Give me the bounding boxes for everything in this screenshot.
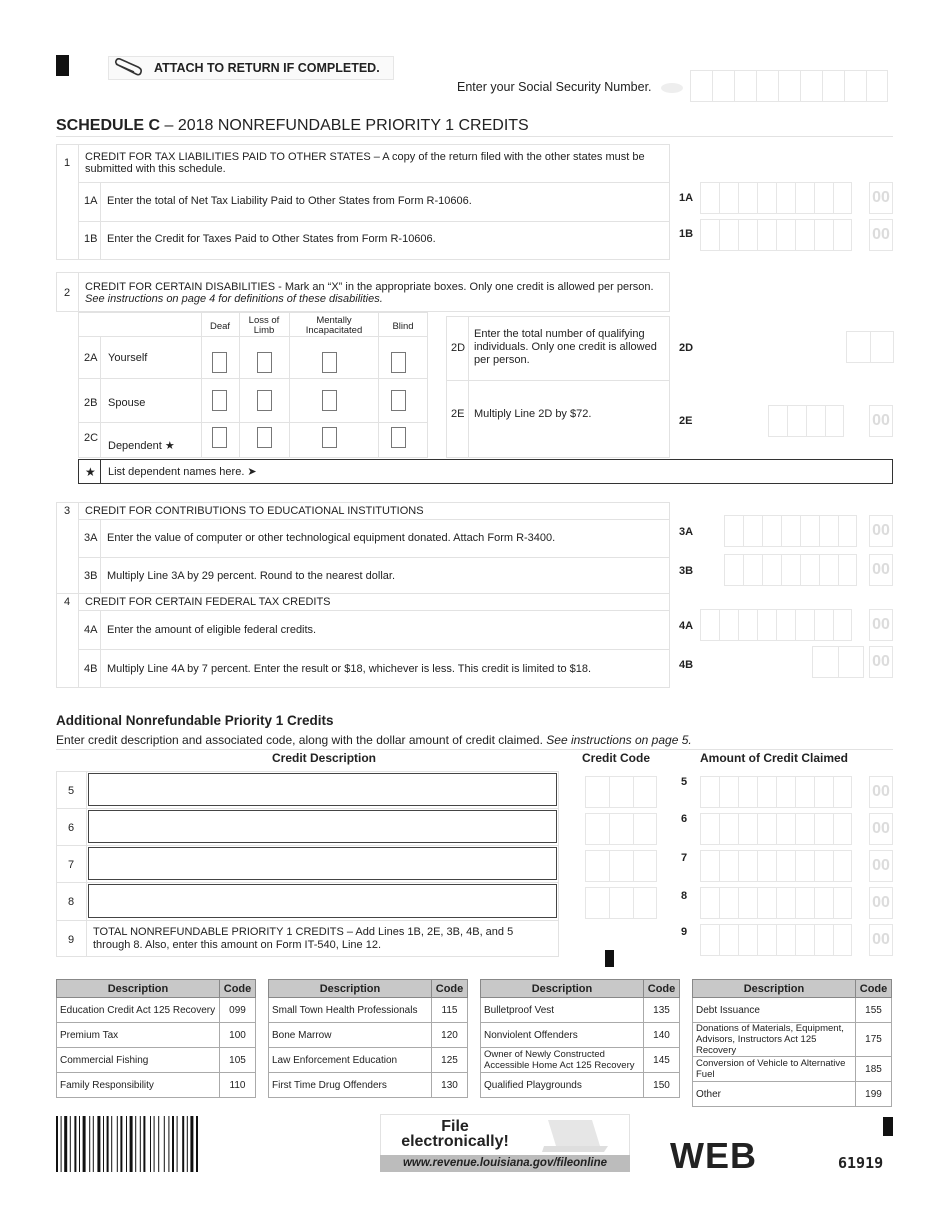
field-label-6: 6 (681, 813, 688, 825)
line2d-count-input[interactable] (846, 331, 894, 363)
description-input-7[interactable] (88, 847, 557, 880)
field-label-4a: 4A (679, 620, 694, 632)
line-code: 1A (84, 195, 98, 207)
section4-heading: CREDIT FOR CERTAIN FEDERAL TAX CREDITS (85, 596, 331, 608)
credit-code-input-5[interactable] (585, 776, 657, 808)
fileonline-url[interactable]: www.revenue.louisiana.gov/fileonline (380, 1155, 630, 1172)
field-label-2e: 2E (679, 415, 693, 427)
line-code: 2A (84, 352, 98, 364)
checkbox-2b-blind[interactable] (391, 390, 406, 411)
checkbox-2a-blind[interactable] (391, 352, 406, 373)
line-code: 2C (84, 432, 99, 444)
col-amount-claimed: Amount of Credit Claimed (700, 751, 849, 765)
col-loss-of-limb: Loss of Limb (248, 315, 280, 336)
field-label-3b: 3B (679, 565, 694, 577)
line9-text: TOTAL NONREFUNDABLE PRIORITY 1 CREDITS – Add Lines 1B, 2E, 3B, 4B, and 5 through 8. Also, enter this amount on Form IT-540, Line 12. (93, 926, 514, 951)
checkbox-2c-deaf[interactable] (212, 427, 227, 448)
line-number: 8 (68, 896, 75, 908)
line-number: 6 (68, 822, 75, 834)
table-row: Family Responsibility 110 (57, 1073, 256, 1098)
row-yourself: Yourself (108, 352, 148, 364)
line-number: 7 (68, 859, 75, 871)
form-number: 61919 (838, 1154, 884, 1172)
field-label-8: 8 (681, 890, 688, 902)
table-row: Qualified Playgrounds 150 (481, 1073, 680, 1098)
checkbox-2a-limb[interactable] (257, 352, 272, 373)
line1a-cents: 00 (869, 182, 893, 214)
line3a-text: Enter the value of computer or other technological equipment donated. Attach Form R-3400. (107, 532, 556, 544)
checkbox-2b-deaf[interactable] (212, 390, 227, 411)
line-number: 9 (68, 934, 75, 946)
credit-code-input-8[interactable] (585, 887, 657, 919)
table-row: Debt Issuance 155 (693, 998, 892, 1023)
amount-input-5[interactable] (700, 776, 852, 808)
table-row: Law Enforcement Education 125 (269, 1048, 468, 1073)
checkbox-2c-mental[interactable] (322, 427, 337, 448)
line2e-cents: 00 (869, 405, 893, 437)
table-row: Donations of Materials, Equipment, Advisors, Instructors Act 125 Recovery 175 (693, 1023, 892, 1057)
line2e-amount-input[interactable] (768, 405, 844, 437)
file-text-line1: File (441, 1118, 469, 1135)
schedule-title: SCHEDULE C – 2018 NONREFUNDABLE PRIORITY 1 CREDITS (56, 117, 529, 134)
line-code: 4A (84, 624, 98, 636)
line3b-text: Multiply Line 3A by 29 percent. Round to the nearest dollar. (107, 570, 396, 582)
checkbox-2c-limb[interactable] (257, 427, 272, 448)
field-label-7: 7 (681, 852, 688, 864)
line-code: 2E (451, 408, 465, 420)
table-row: Premium Tax 100 (57, 1023, 256, 1048)
section3-heading: CREDIT FOR CONTRIBUTIONS TO EDUCATIONAL INSTITUTIONS (85, 505, 424, 517)
laptop-icon (540, 1116, 612, 1156)
codes-table-2: Description Code Small Town Health Professionals 115 Bone Marrow 120 Law Enforcement Education 125 First Time Drug Offenders 130 (268, 979, 468, 1098)
line-code: 2B (84, 397, 98, 409)
ssn-input[interactable] (690, 70, 888, 102)
field-label-2d: 2D (679, 342, 694, 354)
amount-cents-9: 00 (869, 924, 893, 956)
dependents-text: List dependent names here. ➤ (108, 466, 257, 478)
line-code: 3A (84, 532, 98, 544)
amount-input-9[interactable] (700, 924, 852, 956)
col-blind: Blind (392, 321, 414, 332)
row-spouse: Spouse (108, 397, 146, 409)
col-deaf: Deaf (209, 321, 231, 332)
codes-table-4: Description Code Debt Issuance 155 Donations of Materials, Equipment, Advisors, Instructors Act 125 Recovery 175 Conversion of Vehicle to Alternative Fuel 185 Other 199 (692, 979, 892, 1107)
field-label-1a: 1A (679, 192, 694, 204)
field-label-9: 9 (681, 926, 688, 938)
table-row: Owner of Newly Constructed Accessible Home Act 125 Recovery 145 (481, 1048, 680, 1073)
codes-table-1: Description Code Education Credit Act 125 Recovery 099 Premium Tax 100 Commercial Fishing 105 Family Responsibility 110 (56, 979, 256, 1098)
section-number: 4 (64, 596, 71, 608)
additional-instructions: Enter credit description and associated code, along with the dollar amount of credit claimed. See instructions on page 5. (56, 733, 692, 747)
field-label-5: 5 (681, 776, 688, 788)
pointer-hand-icon (660, 81, 684, 93)
field-label-3a: 3A (679, 526, 694, 538)
description-input-6[interactable] (88, 810, 557, 843)
divider (56, 136, 893, 137)
description-input-5[interactable] (88, 773, 557, 806)
amount-cents-5: 00 (869, 776, 893, 808)
table-row: Small Town Health Professionals 115 (269, 998, 468, 1023)
ssn-label: Enter your Social Security Number. (457, 80, 652, 94)
line1b-cents: 00 (869, 219, 893, 251)
amount-input-8[interactable] (700, 887, 852, 919)
description-input-8[interactable] (88, 884, 557, 918)
line-code: 3B (84, 570, 98, 582)
file-text-line2: electronically! (401, 1133, 509, 1150)
checkbox-2a-deaf[interactable] (212, 352, 227, 373)
registration-mark (605, 950, 614, 967)
section-number: 2 (64, 287, 71, 299)
section-number: 1 (64, 157, 71, 169)
paperclip-icon (112, 58, 144, 78)
section2-heading: CREDIT FOR CERTAIN DISABILITIES - Mark an “X” in the appropriate boxes. Only one credit is allowed per person. See instructions on page 4 for definitions of these disabilities. (85, 281, 654, 305)
line3a-amount-input[interactable] (724, 515, 857, 547)
field-label-4b: 4B (679, 659, 694, 671)
credit-code-input-6[interactable] (585, 813, 657, 845)
line4b-cents: 00 (869, 646, 893, 678)
line-number: 5 (68, 785, 75, 797)
line2d-text: Enter the total number of qualifying individuals. Only one credit is allowed per person. (474, 328, 657, 366)
line4a-amount-input[interactable] (700, 609, 852, 641)
line-code: 2D (451, 342, 466, 354)
amount-cents-7: 00 (869, 850, 893, 882)
table-row: Education Credit Act 125 Recovery 099 (57, 998, 256, 1023)
checkbox-2b-limb[interactable] (257, 390, 272, 411)
line1a-text: Enter the total of Net Tax Liability Paid to Other States from Form R-10606. (107, 195, 472, 207)
line1b-text: Enter the Credit for Taxes Paid to Other States from Form R-10606. (107, 233, 436, 245)
registration-mark (56, 55, 69, 76)
star-icon: ★ (164, 440, 175, 452)
section34-box (56, 502, 670, 688)
line1a-amount-input[interactable] (700, 182, 852, 214)
line2e-text: Multiply Line 2D by $72. (474, 408, 592, 420)
amount-cents-6: 00 (869, 813, 893, 845)
checkbox-2a-mental[interactable] (322, 352, 337, 373)
line-code: 1B (84, 233, 98, 245)
line4b-amount-input[interactable] (812, 646, 864, 678)
codes-table-3: Description Code Bulletproof Vest 135 Nonviolent Offenders 140 Owner of Newly Constructed Accessible Home Act 125 Recovery 145 Qualified Playgrounds 150 (480, 979, 680, 1098)
checkbox-2b-mental[interactable] (322, 390, 337, 411)
col-credit-description: Credit Description (272, 751, 377, 765)
field-label-1b: 1B (679, 228, 694, 240)
section-number: 3 (64, 505, 71, 517)
amount-cents-8: 00 (869, 887, 893, 919)
web-label: WEB (670, 1135, 757, 1176)
line4b-text: Multiply Line 4A by 7 percent. Enter the result or $18, whichever is less. This credit is limited to $18. (107, 663, 592, 675)
line3b-cents: 00 (869, 554, 893, 586)
line1b-amount-input[interactable] (700, 219, 852, 251)
col-credit-code: Credit Code (582, 751, 651, 765)
checkbox-2c-blind[interactable] (391, 427, 406, 448)
star-icon: ★ (85, 465, 96, 479)
table-row: Nonviolent Offenders 140 (481, 1023, 680, 1048)
line-code: 4B (84, 663, 98, 675)
credit-code-input-7[interactable] (585, 850, 657, 882)
row-dependent: Dependent ★ (108, 440, 175, 452)
table-row: Conversion of Vehicle to Alternative Fuel 185 (693, 1057, 892, 1082)
table-row: First Time Drug Offenders 130 (269, 1073, 468, 1098)
line3b-amount-input[interactable] (724, 554, 857, 586)
attach-text: ATTACH TO RETURN IF COMPLETED. (154, 61, 380, 75)
table-row: Commercial Fishing 105 (57, 1048, 256, 1073)
table-row: Bulletproof Vest 135 (481, 998, 680, 1023)
amount-input-6[interactable] (700, 813, 852, 845)
line4a-cents: 00 (869, 609, 893, 641)
section1-heading: CREDIT FOR TAX LIABILITIES PAID TO OTHER STATES – A copy of the return filed with the other states must be submitted with this schedule. (85, 151, 645, 175)
registration-mark (883, 1117, 893, 1136)
line4a-text: Enter the amount of eligible federal credits. (107, 624, 317, 636)
table-row: Other 199 (693, 1082, 892, 1107)
table-row: Bone Marrow 120 (269, 1023, 468, 1048)
additional-title: Additional Nonrefundable Priority 1 Credits (56, 713, 334, 728)
line3a-cents: 00 (869, 515, 893, 547)
col-mentally-incapacitated: Mentally Incapacitated (305, 315, 363, 336)
amount-input-7[interactable] (700, 850, 852, 882)
barcode (56, 1116, 228, 1172)
